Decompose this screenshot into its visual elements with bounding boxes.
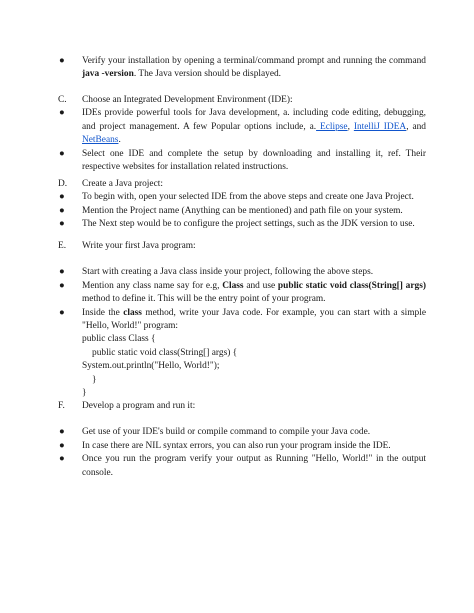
list-item-text: method to define it. This will be the entry point of your program. (82, 294, 326, 305)
list-item-text: The Next step would be to configure the project settings, such as the JDK version to use. (82, 219, 415, 230)
method-signature-bold: public static void class(String[] args) (277, 280, 426, 291)
bullet-icon: ● (59, 307, 65, 318)
verify-text-1: Verify your installation by opening a terminal/command prompt and running the command (82, 56, 426, 66)
link-separator: , (347, 121, 354, 132)
bullet-icon: ● (59, 108, 65, 119)
section-e (56, 240, 426, 400)
list-item (56, 266, 426, 279)
list-item (56, 307, 426, 334)
section-letter: E. (58, 241, 67, 251)
ide-description-text: IDEs provide powerful tools for Java development, a. including code editing, debugging, and project management. A few Popular options include, a. (82, 108, 426, 132)
bullet-icon: ● (59, 148, 65, 159)
list-item (56, 218, 426, 231)
list-item-text: Inside the (82, 307, 124, 318)
bullet-icon: ● (59, 56, 65, 66)
code-line: public static void class(String[] args) { (92, 347, 238, 358)
list-item (56, 191, 426, 204)
section-heading (56, 94, 426, 107)
section-title: Write your first Java program: (82, 241, 196, 251)
class-name-bold: Class (222, 280, 244, 291)
java-version-command: java -version (82, 69, 134, 80)
section-f (56, 400, 426, 480)
code-line: } (82, 388, 87, 399)
list-item (56, 426, 426, 439)
link-separator: , and (406, 121, 426, 132)
section-heading (56, 400, 426, 413)
list-item (56, 55, 426, 82)
list-item-text: In case there are NIL syntax errors, you can also run your program inside the IDE. (82, 440, 391, 451)
bullet-icon: ● (59, 454, 65, 465)
section-heading (56, 178, 426, 191)
spacer (56, 413, 426, 426)
verify-bullet-block (56, 55, 426, 82)
code-line: } (92, 374, 97, 385)
bullet-icon: ● (59, 205, 65, 216)
class-method-bold: class (123, 307, 142, 318)
section-c (56, 94, 426, 174)
section-d (56, 178, 426, 232)
section-title: Choose an Integrated Development Environment (IDE): (82, 95, 293, 105)
bullet-icon: ● (59, 267, 65, 278)
list-item (56, 453, 426, 480)
list-item (56, 440, 426, 453)
list-item-text: Get use of your IDE's build or compile command to compile your Java code. (82, 427, 371, 438)
list-item (56, 280, 426, 307)
bullet-icon: ● (59, 219, 65, 230)
code-line: System.out.println("Hello, World!"); (82, 361, 220, 372)
intellij-idea-link[interactable]: IntelliJ IDEA (353, 121, 407, 132)
list-item (56, 205, 426, 218)
bullet-icon: ● (59, 280, 65, 291)
section-letter: C. (58, 95, 67, 105)
code-line: public class Class { (82, 334, 156, 345)
list-item-text: Mention the Project name (Anything can be mentioned) and path file on your system. (82, 205, 403, 216)
list-item-text: Select one IDE and complete the setup by downloading and installing it, ref. Their respective websites for installation related instructions. (82, 148, 426, 173)
section-letter: F. (58, 401, 65, 411)
section-title: Develop a program and run it: (82, 401, 196, 411)
section-letter: D. (58, 179, 68, 189)
list-item (56, 107, 426, 147)
list-item-text: To begin with, open your selected IDE from the above steps and create one Java Project. (82, 192, 414, 203)
bullet-icon: ● (59, 192, 65, 203)
spacer (56, 253, 426, 266)
list-item-text: Mention any class name say for e.g, (82, 280, 223, 291)
list-item-text: Start with creating a Java class inside your project, following the above steps. (82, 267, 374, 278)
list-item (56, 148, 426, 175)
bullet-icon: ● (59, 427, 65, 438)
bullet-icon: ● (59, 440, 65, 451)
code-example (56, 333, 426, 400)
section-title: Create a Java project: (82, 179, 163, 189)
sentence-end: . (118, 135, 121, 146)
verify-text-2: . The Java version should be displayed. (133, 69, 282, 80)
list-item-text: Once you run the program verify your output as Running "Hello, World!" in the output console. (82, 454, 426, 478)
section-heading (56, 240, 426, 253)
list-item-text: method, write your Java code. For example, you can start with a simple "Hello, World!" program: (82, 307, 426, 332)
netbeans-link[interactable]: NetBeans (82, 135, 119, 146)
list-item-text: and use (243, 280, 278, 291)
eclipse-link[interactable]: Eclipse (316, 121, 348, 132)
